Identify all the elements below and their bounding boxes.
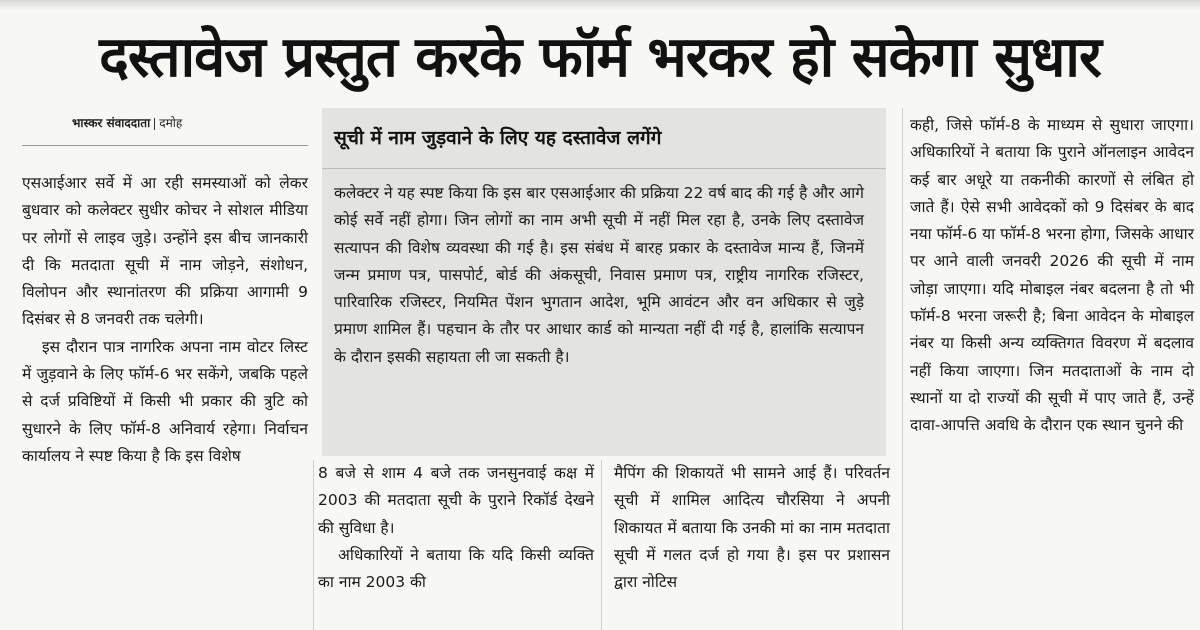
article-column-3 [614, 460, 890, 596]
byline-rule [22, 145, 308, 146]
article-column-1 [22, 170, 308, 470]
previous-headline-strip [0, 0, 1200, 10]
column-3-paragraph-1: मैपिंग की शिकायतें भी सामने आई हैं। परिवर्तन सूची में शामिल आदित्य चौरसिया ने अपनी शिकायत में बताया कि उनकी मां का नाम मतदाता सूची में गलत दर्ज हो गया है। इस पर प्रशासन द्वारा नोटिस [614, 464, 890, 592]
column-divider [601, 460, 602, 630]
column-1-paragraph-2: इस दौरान पात्र नागरिक अपना नाम वोटर लिस्ट में जुड़वाने के लिए फॉर्म-6 भर सकेंगे, जबकि पहले से दर्ज प्रविष्टियों में किसी भी प्रकार की त्रुटि को सुधारने के लिए फॉर्म-8 अनिवार्य रहेगा। निर्वाचन कार्यालय ने स्पष्ट किया है कि इस विशेष [22, 337, 308, 465]
headline: दस्तावेज प्रस्तुत करके फॉर्म भरकर हो सकेगा सुधार [99, 25, 1101, 90]
column-divider [313, 460, 314, 630]
byline [72, 114, 182, 131]
byline-reporter: भास्कर संवाददाता [72, 116, 151, 130]
column-2-paragraph-1: 8 बजे से शाम 4 बजे तक जनसुनवाई कक्ष में 2003 की मतदाता सूची के पुराने रिकॉर्ड देखने की सुविधा है। [318, 464, 594, 537]
column-divider [902, 108, 903, 630]
article-column-2 [318, 460, 594, 596]
column-1-paragraph-1: एसआईआर सर्वे में आ रही समस्याओं को लेकर बुधवार को कलेक्टर सुधीर कोचर ने सोशल मीडिया पर लोगों से लाइव जुड़े। उन्होंने इस बीच जानकारी दी कि मतदाता सूची में नाम जोड़ने, संशोधन, विलोपन और स्थानांतरण की प्रक्रिया आगामी 9 दिसंबर से 8 जनवरी तक चलेगी। [22, 174, 308, 329]
column-4-paragraph-1: कही, जिसे फॉर्म-8 के माध्यम से सुधारा जाएगा। अधिकारियों ने बताया कि पुराने ऑनलाइन आवेदन कई बार अधूरे या तकनीकी कारणों से लंबित हो जाते हैं। ऐसे सभी आवेदकों को 9 दिसंबर के बाद नया फॉर्म-6 या फॉर्म-8 भरना होगा, जिसके आधार पर आने वाली जनवरी 2026 की सूची में नाम जोड़ा जाएगा। यदि मोबाइल नंबर बदलना है तो भी फॉर्म-8 भरना जरूरी है; बिना आवेदन के मोबाइल नंबर या किसी अन्य व्यक्तिगत विवरण में बदलाव नहीं किया जाएगा। जिन मतदाताओं के नाम दो स्थानों या दो राज्यों की सूची में पाए जाते हैं, उन्हें दावा-आपत्ति अवधि के दौरान एक स्थान चुनने की [910, 116, 1194, 435]
box-rule [322, 168, 886, 169]
box-title: सूची में नाम जुड़वाने के लिए यह दस्तावेज लगेंगे [334, 127, 662, 149]
byline-separator [154, 118, 155, 130]
documents-info-box [322, 108, 886, 456]
article-column-4 [910, 112, 1194, 440]
box-body: कलेक्टर ने यह स्पष्ट किया कि इस बार एसआईआर की प्रक्रिया 22 वर्ष बाद की गई है और आगे कोई सर्वे नहीं होगा। जिन लोगों का नाम अभी सूची में नहीं मिल रहा है, उनके लिए दस्तावेज सत्यापन की विशेष व्यवस्था की गई है। इस संबंध में बारह प्रकार के दस्तावेज मान्य हैं, जिनमें जन्म प्रमाण पत्र, पासपोर्ट, बोर्ड की अंकसूची, निवास प्रमाण पत्र, राष्ट्रीय नागरिक रजिस्टर, पारिवारिक रजिस्टर, नियमित पेंशन भुगतान आदेश, भूमि आवंटन और वन अधिकार से जुड़े प्रमाण शामिल हैं। पहचान के तौर पर आधार कार्ड को मान्यता नहीं दी गई है, हालांकि सत्यापन के दौरान इसकी सहायता ली जा सकती है। [334, 184, 864, 366]
byline-place: दमोह [159, 116, 183, 130]
column-2-paragraph-2: अधिकारियों ने बताया कि यदि किसी व्यक्ति का नाम 2003 की [318, 545, 594, 592]
